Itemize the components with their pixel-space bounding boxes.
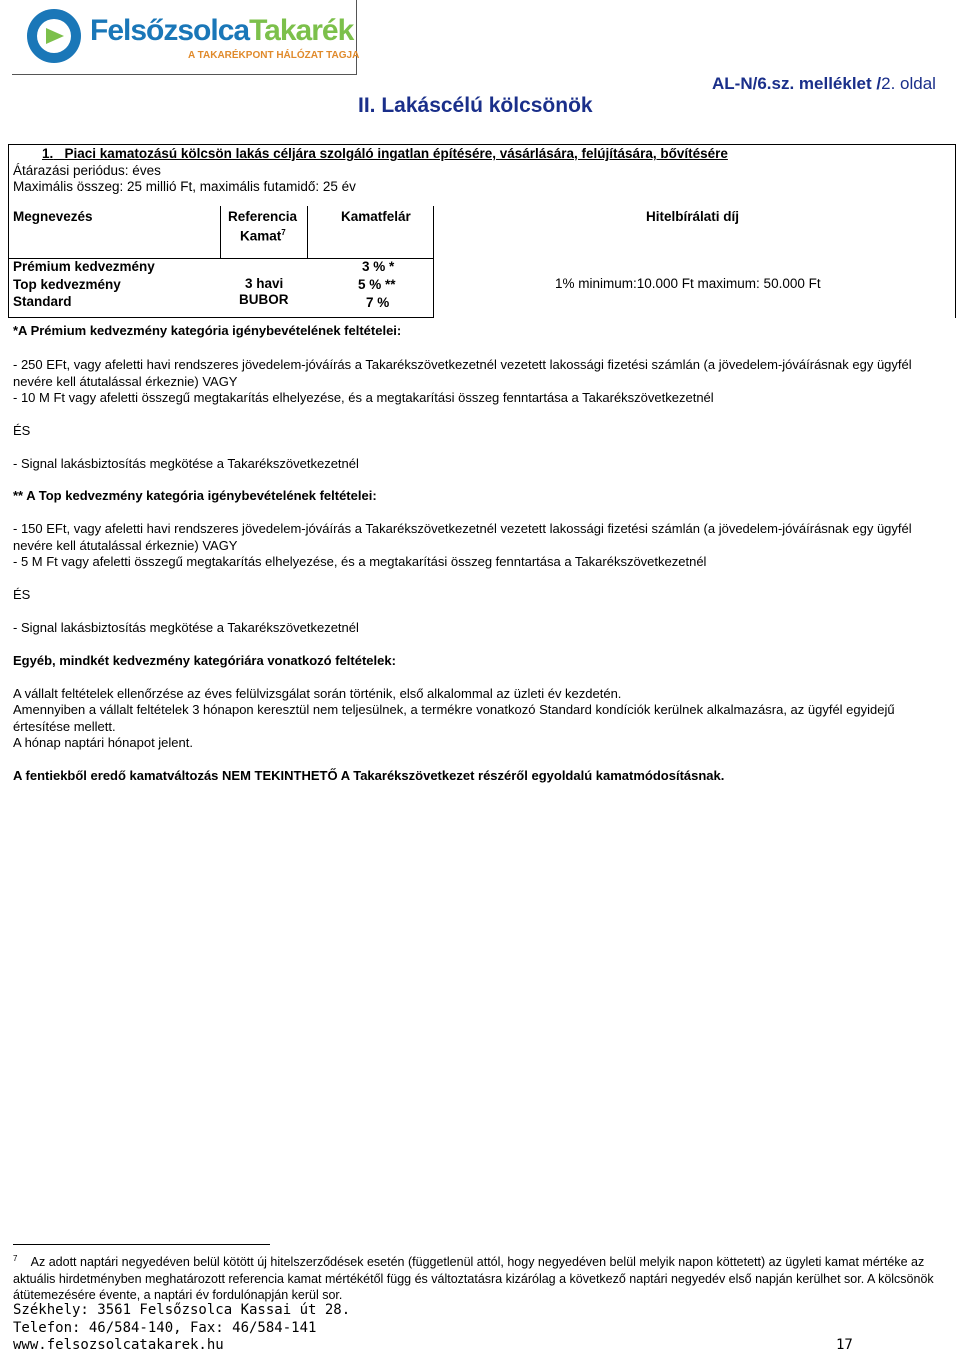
- other-condition-2: Amennyiben a vállalt feltételek 3 hónapon keresztül nem teljesülnek, a termékre vonatkozó Standard kondíciók kerülnek alkalmazásra, az ügyfél egyidejű értesítése mellett.: [13, 702, 895, 734]
- top-heading: ** A Top kedvezmény kategória igénybevételének feltételei:: [13, 488, 377, 503]
- premium-heading: *A Prémium kedvezmény kategória igénybevételének feltételei:: [13, 323, 402, 338]
- table-divider: [220, 206, 221, 258]
- footnote-rule: [13, 1244, 270, 1245]
- footer-address: Székhely: 3561 Felsőzsolca Kassai út 28.: [13, 1302, 351, 1318]
- row-name-standard: Standard: [13, 294, 72, 309]
- reference-rate-line2: BUBOR: [239, 292, 289, 307]
- footer-website-link[interactable]: www.felsozsolcatakarek.hu: [13, 1337, 224, 1353]
- reference-page: 2. oldal: [881, 74, 936, 93]
- document-reference: [712, 74, 936, 94]
- logo-wordmark: [90, 14, 353, 48]
- repricing-period: Átárazási periódus: éves: [13, 163, 161, 178]
- footnote-text: Az adott naptári negyedéven belül kötött új hitelszerződések esetén (függetlenül attól, hogy negyedéven belül melyik napon köttetett) az ügyleti kamat mértéke az aktuális hirdetményben meghatározott referencia kamat mértékétől függ és változtatásra kizárólag a következő naptári negyedév első napján kerülhet sor. A kölcsönök átütemezésére évente, a naptári év fordulónapján kerül sor.: [13, 1255, 934, 1303]
- column-header-reference: Referencia: [228, 209, 298, 224]
- section-heading: [42, 145, 728, 162]
- top-condition-1: - 150 EFt, vagy afeletti havi rendszeres jövedelem-jóváírás a Takarékszövetkezetnél vezetett lakossági fizetési számlán (a jövedelem-jóváírásnak egy ügyfél nevére kell átutalással érkeznie) VAGY: [13, 521, 912, 553]
- margin-top: 5 % **: [358, 277, 396, 292]
- other-condition-3: A hónap naptári hónapot jelent.: [13, 735, 193, 750]
- footnote-ref: 7: [281, 228, 286, 237]
- bank-logo: [12, 0, 360, 75]
- max-amount-term: Maximális összeg: 25 millió Ft, maximális futamidő: 25 év: [13, 179, 356, 194]
- premium-condition-2: - 10 M Ft vagy afeletti összegű megtakarítás elhelyezése, és a megtakarítási összeg fenntartása a Takarékszövetkezetnél: [13, 390, 714, 405]
- margin-premium: 3 % *: [362, 259, 395, 274]
- other-heading: Egyéb, mindkét kedvezmény kategóriára vonatkozó feltételek:: [13, 653, 396, 668]
- premium-condition-3: - Signal lakásbiztosítás megkötése a Takarékszövetkezetnél: [13, 456, 359, 471]
- reference-code: AL-N/6.sz. melléklet /: [712, 74, 882, 93]
- other-condition-1: A vállalt feltételek ellenőrzése az éves felülvizsgálat során történik, első alkalommal az üzleti év kezdetén.: [13, 686, 622, 701]
- footer-phone: Telefon: 46/584-140, Fax: 46/584-141: [13, 1320, 317, 1336]
- assessment-fee: 1% minimum:10.000 Ft maximum: 50.000 Ft: [555, 276, 821, 291]
- section-number: 1.: [42, 146, 54, 161]
- row-name-premium: Prémium kedvezmény: [13, 259, 155, 274]
- top-condition-3: - Signal lakásbiztosítás megkötése a Takarékszövetkezetnél: [13, 620, 359, 635]
- page-number: 17: [836, 1337, 853, 1353]
- table-divider: [307, 206, 308, 258]
- column-header-name: Megnevezés: [13, 209, 93, 224]
- page-title: II. Lakáscélú kölcsönök: [358, 94, 593, 117]
- top-condition-2: - 5 M Ft vagy afeletti összegű megtakarítás elhelyezése, és a megtakarítási összeg fenntartása a Takarékszövetkezetnél: [13, 554, 707, 569]
- column-header-reference-line2: Kamat$^7$: [240, 228, 286, 244]
- logo-mark-icon: [24, 6, 84, 66]
- footnote: [13, 1251, 948, 1304]
- top-and: ÉS: [13, 587, 31, 602]
- column-header-fee: Hitelbírálati díj: [646, 209, 740, 224]
- premium-and: ÉS: [13, 423, 31, 438]
- column-header-margin: Kamatfelár: [341, 209, 411, 224]
- section-title: Piaci kamatozású kölcsön lakás céljára szolgáló ingatlan építésére, vásárlására, felújítására, bővítésére: [64, 146, 728, 161]
- margin-standard: 7 %: [366, 295, 390, 310]
- premium-condition-1: - 250 EFt, vagy afeletti havi rendszeres jövedelem-jóváírás a Takarékszövetkezetnél vezetett lakossági fizetési számlán (a jövedelem-jóváírásnak egy ügyfél nevére kell átutalással érkeznie) VAGY: [13, 357, 912, 389]
- logo-tagline: A TAKARÉKPONT HÁLÓZAT TAGJA: [188, 50, 360, 61]
- reference-rate-line1: 3 havi: [245, 276, 284, 291]
- footnote-mark: 7: [13, 1254, 18, 1263]
- logo-name-part1: Felsőzsolca: [90, 14, 250, 47]
- logo-name-part2: Takarék: [249, 14, 354, 47]
- row-name-top: Top kedvezmény: [13, 277, 121, 292]
- table-divider: [8, 317, 434, 318]
- rate-change-notice: A fentiekből eredő kamatváltozás NEM TEKINTHETŐ A Takarékszövetkezet részéről egyoldalú kamatmódosításnak.: [13, 768, 725, 783]
- table-divider: [433, 206, 434, 318]
